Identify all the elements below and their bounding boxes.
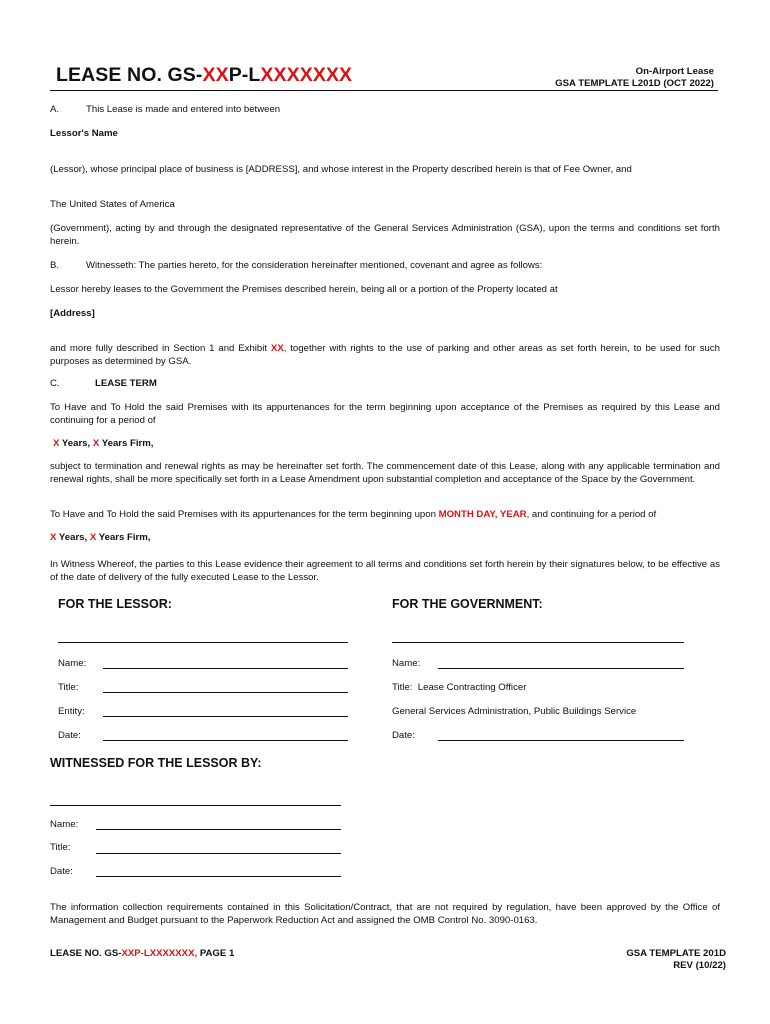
government-title-label: Title: bbox=[392, 682, 413, 693]
lease-years-1 bbox=[53, 438, 153, 451]
government-description: (Government), acting by and through the designated representative of the General Services Administration (GSA), upon the terms and conditions set forth herein. bbox=[50, 223, 720, 247]
footer-prefix: LEASE NO. GS- bbox=[50, 948, 122, 959]
lessor-name-label: Lessor's Name bbox=[50, 128, 118, 139]
years-placeholder: X bbox=[53, 438, 60, 449]
section-a-intro: This Lease is made and entered into between bbox=[86, 104, 281, 115]
lessor-title-label: Title: bbox=[58, 682, 79, 693]
lessor-signature-line[interactable] bbox=[58, 642, 348, 643]
described-paragraph bbox=[50, 343, 720, 368]
term2-post: , and continuing for a period of bbox=[526, 509, 657, 520]
firm-years-placeholder: X bbox=[92, 438, 100, 449]
years-placeholder-2: X bbox=[50, 532, 57, 543]
termination-renewal-text: subject to termination and renewal rights as may be hereinafter set forth. The commencement date of this Lease, along with any applicable termination and renewal rights, shall be more specifically set forth in a Lease Amendment upon substantial completion and acceptance of the Space by the Government. bbox=[50, 461, 720, 485]
lease-term-date-text bbox=[50, 509, 720, 522]
title-placeholder-1: XX bbox=[202, 64, 229, 86]
footer-revision: REV (10/22) bbox=[673, 960, 726, 971]
for-the-lessor-heading: FOR THE LESSOR: bbox=[58, 597, 172, 611]
government-date-label: Date: bbox=[392, 730, 415, 741]
witnessed-heading: WITNESSED FOR THE LESSOR BY: bbox=[50, 756, 262, 770]
described-pre: and more fully described in Section 1 and Exhibit bbox=[50, 343, 271, 354]
witnesseth-label: Witnesseth: bbox=[86, 260, 137, 271]
lessor-entity-line[interactable] bbox=[103, 716, 348, 717]
witnesseth-paragraph bbox=[86, 260, 542, 273]
witnesseth-text: The parties hereto, for the consideration hereinafter mentioned, covenant and agree as follows: bbox=[136, 260, 543, 271]
government-date-line[interactable] bbox=[438, 740, 684, 741]
witness-name-label: Name: bbox=[50, 819, 79, 830]
footer-template-name: GSA TEMPLATE 201D bbox=[626, 948, 726, 959]
title-mid: P-L bbox=[228, 64, 261, 86]
firm-years-placeholder-2: X bbox=[89, 532, 97, 543]
footer-placeholder: XXP-LXXXXXXX, bbox=[121, 948, 198, 959]
lessor-date-line[interactable] bbox=[103, 740, 348, 741]
united-states-label: The United States of America bbox=[50, 199, 175, 210]
lessor-description: (Lessor), whose principal place of business is [ADDRESS], and whose interest in the Property described herein is that of Fee Owner, and bbox=[50, 164, 632, 175]
witness-name-line[interactable] bbox=[96, 829, 341, 830]
witness-title-line[interactable] bbox=[96, 853, 341, 854]
footer-template bbox=[626, 948, 726, 972]
witness-date-line[interactable] bbox=[96, 876, 341, 877]
lease-years-2 bbox=[50, 532, 150, 545]
section-b-letter: B. bbox=[50, 260, 60, 271]
government-name-label: Name: bbox=[392, 658, 421, 669]
footer-page-number: PAGE 1 bbox=[197, 948, 235, 959]
section-a-letter: A. bbox=[50, 104, 60, 115]
lessor-entity-label: Entity: bbox=[58, 706, 85, 717]
header-rule bbox=[50, 90, 718, 91]
lessor-name-line[interactable] bbox=[103, 668, 348, 669]
lease-term-text: To Have and To Hold the said Premises with its appurtenances for the term beginning upon acceptance of the Premises as required by this Lease and continuing for a period of bbox=[50, 402, 720, 426]
witness-title-label: Title: bbox=[50, 842, 71, 853]
described-post: , together with rights to the use of parking and other areas as set forth herein, to be used for such purposes as determined by GSA. bbox=[50, 343, 720, 367]
government-title-value: Lease Contracting Officer bbox=[417, 682, 527, 693]
commencement-date-placeholder: MONTH DAY, YEAR bbox=[438, 509, 527, 520]
firm-years-label-2: Years Firm, bbox=[96, 532, 151, 543]
government-name-line[interactable] bbox=[438, 668, 684, 669]
term2-pre: To Have and To Hold the said Premises with its appurtenances for the term beginning upon bbox=[50, 509, 439, 520]
lessor-date-label: Date: bbox=[58, 730, 81, 741]
government-title-row bbox=[392, 682, 526, 695]
title-prefix: LEASE NO. GS- bbox=[56, 64, 203, 86]
lease-number-title bbox=[56, 64, 352, 87]
template-header bbox=[555, 66, 714, 90]
witness-signature-line[interactable] bbox=[50, 805, 341, 806]
template-version-label: GSA TEMPLATE L201D (OCT 2022) bbox=[555, 78, 714, 89]
government-signature-line[interactable] bbox=[392, 642, 684, 643]
government-entity-value: General Services Administration, Public Buildings Service bbox=[392, 706, 637, 717]
lessor-title-line[interactable] bbox=[103, 692, 348, 693]
witness-date-label: Date: bbox=[50, 866, 73, 877]
section-c-letter: C. bbox=[50, 378, 60, 389]
years-label: Years, bbox=[59, 438, 93, 449]
lessor-name-label-sig: Name: bbox=[58, 658, 87, 669]
address-placeholder: [Address] bbox=[50, 308, 95, 319]
lease-term-heading: LEASE TERM bbox=[95, 378, 157, 389]
title-placeholder-2: XXXXXXX bbox=[260, 64, 353, 86]
omb-notice: The information collection requirements contained in this Solicitation/Contract, that are not required by regulation, have been approved by the Office of Management and Budget pursuant to the Paperwork Reduction Act and assigned the OMB Control No. 3090-0163. bbox=[50, 902, 720, 926]
exhibit-placeholder: XX bbox=[270, 343, 284, 354]
years-label-2: Years, bbox=[56, 532, 90, 543]
lease-premises-text: Lessor hereby leases to the Government the Premises described herein, being all or a portion of the Property located at bbox=[50, 284, 558, 295]
firm-years-label: Years Firm, bbox=[99, 438, 154, 449]
footer-lease-number bbox=[50, 948, 234, 959]
lease-type-label: On-Airport Lease bbox=[635, 66, 714, 77]
in-witness-whereof-text: In Witness Whereof, the parties to this Lease evidence their agreement to all terms and conditions set forth herein by their signatures below, to be effective as of the date of delivery of the fully executed Lease to the Lessor. bbox=[50, 559, 720, 583]
for-the-government-heading: FOR THE GOVERNMENT: bbox=[392, 597, 543, 611]
